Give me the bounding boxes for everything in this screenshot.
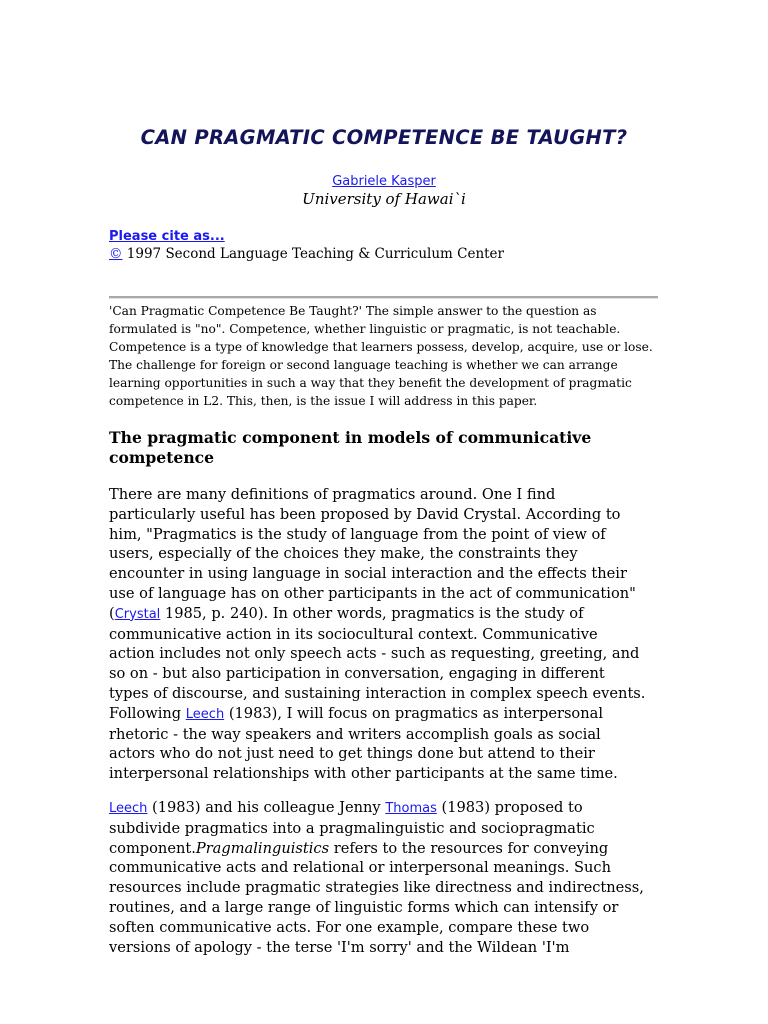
thomas-citation-link[interactable]: Thomas	[385, 801, 437, 816]
abstract-line: The challenge for foreign or second language teaching is whether we can arrange	[109, 358, 618, 372]
author-affiliation: University of Hawai`i	[302, 190, 466, 208]
body-paragraph-1	[109, 485, 654, 784]
author-line	[0, 172, 768, 190]
paragraph-line	[109, 604, 654, 625]
abstract-line: competence in L2. This, then, is the issue I will address in this paper.	[109, 394, 538, 408]
paragraph-line: subdivide pragmatics into a pragmalinguistic and sociopragmatic	[109, 819, 595, 837]
paragraph-line: use of language has on other participants in the act of communication"	[109, 584, 636, 602]
horizontal-divider	[109, 296, 658, 299]
copyright-link[interactable]: ©	[109, 246, 123, 262]
leech-citation-link[interactable]: Leech	[109, 801, 148, 816]
paragraph-line: encounter in using language in social interaction and the effects their	[109, 565, 627, 583]
page-title: CAN PRAGMATIC COMPETENCE BE TAUGHT?	[140, 126, 628, 149]
paragraph-line	[109, 798, 654, 819]
cite-as-link[interactable]: Please cite as...	[109, 229, 225, 244]
paren-open: (	[109, 604, 115, 622]
abstract-line: learning opportunities in such a way that they benefit the development of pragmatic	[109, 376, 632, 390]
crystal-suffix: 1985, p. 240). In other words, pragmatics is the study of	[160, 604, 584, 622]
abstract	[109, 302, 658, 410]
paragraph-line: communicative acts and relational or interpersonal meanings. Such	[109, 859, 611, 877]
author-link[interactable]: Gabriele Kasper	[332, 174, 436, 189]
abstract-line: 'Can Pragmatic Competence Be Taught?' The simple answer to the question as	[109, 304, 597, 318]
paragraph-line: so on - but also participation in conversation, engaging in different	[109, 665, 605, 683]
paragraph-line: users, especially of the choices they make, the constraints they	[109, 545, 578, 563]
copyright-text: 1997 Second Language Teaching & Curriculum Center	[122, 246, 505, 262]
section-heading: The pragmatic component in models of communicative competence	[109, 428, 592, 467]
paragraph-line: routines, and a large range of linguistic forms which can intensify or	[109, 898, 619, 916]
line-text: component.	[109, 839, 196, 857]
abstract-line: Competence is a type of knowledge that learners possess, develop, acquire, use or lose.	[109, 340, 653, 354]
line-text: (1983) and his colleague Jenny	[147, 799, 386, 816]
crystal-citation-link[interactable]: Crystal	[114, 606, 161, 622]
paragraph-line: communicative action in its sociocultural context. Communicative	[109, 625, 598, 643]
paragraph-line: resources include pragmatic strategies like directness and indirectness,	[109, 879, 644, 897]
paragraph-line: rhetoric - the way speakers and writers accomplish goals as social	[109, 725, 601, 743]
following-text: Following	[109, 704, 186, 722]
copyright-line	[109, 246, 504, 262]
paragraph-line: versions of apology - the terse 'I'm sorry' and the Wildean 'I'm	[109, 938, 570, 956]
paragraph-line: actors who do not just need to get things done but attend to their	[109, 745, 595, 763]
leech-citation-link[interactable]: Leech	[185, 706, 225, 722]
paragraph-line: interpersonal relationships with other participants at the same time.	[109, 765, 618, 783]
paragraph-line: particularly useful has been proposed by David Crystal. According to	[109, 505, 621, 523]
paragraph-line: There are many definitions of pragmatics around. One I find	[109, 486, 556, 503]
paragraph-line: action includes not only speech acts - such as requesting, greeting, and	[109, 645, 640, 663]
paragraph-line: him, "Pragmatics is the study of language from the point of view of	[109, 525, 606, 543]
body-paragraph-2	[109, 798, 654, 957]
pragmalinguistics-term: Pragmalinguistics	[195, 839, 330, 857]
leech-suffix: (1983), I will focus on pragmatics as interpersonal	[224, 704, 603, 722]
line-text: refers to the resources for conveying	[329, 839, 609, 857]
paragraph-line: soften communicative acts. For one example, compare these two	[109, 918, 590, 936]
line-text: (1983) proposed to	[436, 799, 583, 816]
abstract-line: formulated is "no". Competence, whether linguistic or pragmatic, is not teachable.	[109, 322, 621, 336]
paragraph-line	[109, 839, 654, 859]
paragraph-line: types of discourse, and sustaining interaction in complex speech events.	[109, 684, 646, 702]
paragraph-line	[109, 704, 654, 725]
